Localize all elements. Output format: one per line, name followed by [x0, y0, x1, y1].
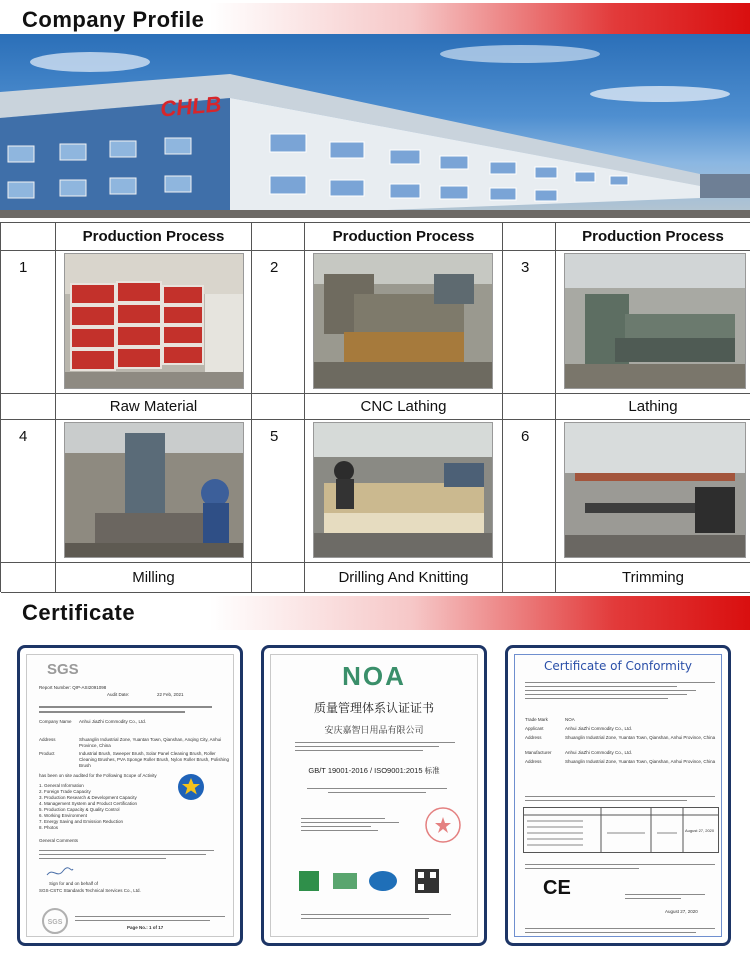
step-caption: Lathing [556, 394, 750, 420]
sgs-general-comments: General Comments [39, 838, 79, 843]
coc-certificate [505, 645, 731, 946]
sgs-scope-item: 6. Working Environment [39, 813, 87, 818]
step-caption: Trimming [556, 563, 750, 593]
lathing-photo [564, 253, 746, 389]
step-caption: Milling [56, 563, 252, 593]
caption-blank [1, 563, 56, 593]
step-photo-cell [56, 420, 252, 563]
sgs-audit-date-label: Audit Date: [107, 692, 130, 697]
sgs-signed-org: SGS-CSTC Standards Technical Services Co., Ltd. [39, 888, 141, 893]
caption-blank [1, 394, 56, 420]
step-number: 1 [1, 251, 56, 394]
caption-blank [503, 394, 556, 420]
sgs-certificate [17, 645, 243, 946]
step-photo-cell [556, 251, 750, 394]
coc-row-value: Shuanglin Industrial Zone, Yuantan Town, Qianshan, Anhui Province, China [565, 735, 716, 740]
cnc-lathing-photo [313, 253, 493, 389]
step-photo-cell [305, 251, 503, 394]
certificate-banner [0, 596, 750, 630]
coc-issue-date: August 27, 2020 [665, 909, 698, 914]
trimming-photo [564, 422, 746, 558]
sgs-report-number: Report Number: QIP-ASI2091098 [39, 685, 107, 690]
noa-company: 安庆嘉智日用品有限公司 [324, 725, 424, 735]
coc-certificate-page [514, 654, 722, 937]
sgs-company-label: Company Name [39, 719, 72, 724]
step-photo-cell [56, 251, 252, 394]
milling-photo [64, 422, 244, 558]
factory-building-illustration [0, 34, 750, 218]
step-photo-cell [305, 420, 503, 563]
sgs-signature-icon [45, 865, 75, 879]
coc-title: Certificate of Conformity [544, 659, 692, 673]
coc-detail-rows [525, 717, 721, 774]
sgs-scope-item: 4. Management System and Product Certification [39, 801, 138, 806]
caption-blank [252, 394, 305, 420]
production-process-table [0, 222, 750, 592]
table-header: Production Process [556, 223, 750, 251]
step-number: 3 [503, 251, 556, 394]
factory-photo [0, 34, 750, 218]
table-header: Production Process [56, 223, 252, 251]
coc-row-value: NOA [565, 717, 575, 722]
sgs-scope-item: 2. Foreign Trade Capacity [39, 789, 91, 794]
section-title-company-profile: Company Profile [22, 7, 205, 32]
coc-row-label: Address [525, 735, 542, 740]
sgs-product: Industrial Brush, Sweeper Brush, Solar Panel Cleaning Brush, Roller Cleaning Brushes, PVA Sponge Roller Brush, Nylon Roller Brush, Polishing Brush [79, 751, 229, 768]
sgs-scope-title: has been on site audited for the Following Scope of Activity [39, 773, 157, 778]
sgs-seal-icon [41, 907, 69, 935]
sgs-address: Shuanglin Industrial Zone, Yuantan Town, Qianshan, Anqing City, Anhui Province, China [79, 737, 222, 748]
noa-red-stamp-icon [423, 805, 463, 845]
table-header-blank [503, 223, 556, 251]
section-title-certificate: Certificate [22, 600, 136, 625]
sgs-scope-item: 1. General Information [39, 783, 84, 788]
step-caption: Drilling And Knitting [305, 563, 503, 593]
step-number: 6 [503, 420, 556, 563]
sgs-scope-item: 7. Energy Saving and Emission Reduction [39, 819, 124, 824]
sgs-star-seal-icon [177, 773, 205, 801]
step-caption: Raw Material [56, 394, 252, 420]
sgs-certificate-page [26, 654, 234, 937]
coc-row-label: Address [525, 759, 542, 764]
factory-logo: CHLB [159, 91, 223, 122]
company-profile-banner [0, 3, 750, 37]
sgs-audit-date: 22 Feb, 2021 [157, 692, 184, 697]
sgs-page-number: Page No.: 1 of 17 [127, 925, 164, 930]
coc-row-value: Anhui JiaZhi Commodity Co., Ltd. [565, 750, 633, 755]
sgs-address-label: Address [39, 737, 56, 742]
table-header: Production Process [305, 223, 503, 251]
coc-row-label: Applicant [525, 726, 544, 731]
sgs-scope-item: 5. Production Capacity & Quality Control [39, 807, 120, 812]
coc-row-label: Manufacturer [525, 750, 552, 755]
sgs-scope-item: 8. Photos [39, 825, 59, 830]
noa-certificate-page [270, 654, 478, 937]
step-caption: CNC Lathing [305, 394, 503, 420]
step-photo-cell [556, 420, 750, 563]
sgs-scope-item: 3. Production Research & Development Capacity [39, 795, 137, 800]
table-header-blank [1, 223, 56, 251]
coc-table-date: August 27, 2020 [685, 828, 715, 833]
noa-title: 质量管理体系认证证书 [313, 701, 434, 715]
step-number: 5 [252, 420, 305, 563]
noa-accreditation-logos-icon [299, 869, 449, 895]
raw-material-photo [64, 253, 244, 389]
step-number: 4 [1, 420, 56, 563]
caption-blank [252, 563, 305, 593]
sgs-signed-by: Sign for and on behalf of [49, 881, 99, 886]
noa-certificate [261, 645, 487, 946]
coc-row-value: Anhui JiaZhi Commodity Co., Ltd. [565, 726, 633, 731]
noa-logo: NOA [342, 661, 406, 691]
sgs-logo: SGS [47, 661, 79, 678]
coc-row-label: Trade Mark [525, 717, 548, 722]
noa-standard: GB/T 19001-2016 / ISO9001:2015 标准 [308, 766, 440, 775]
svg-text:SGS: SGS [47, 919, 63, 926]
caption-blank [503, 563, 556, 593]
coc-row-value: Shuanglin Industrial Zone, Yuantan Town, Qianshan, Anhui Province, China [565, 759, 716, 764]
step-number: 2 [252, 251, 305, 394]
sgs-scope-list [39, 783, 179, 831]
table-header-blank [252, 223, 305, 251]
sgs-product-label: Product [39, 751, 55, 756]
ce-mark-icon: CE [543, 877, 571, 899]
sgs-company-name: Anhui JiaZhi Commodity Co., Ltd. [79, 719, 147, 724]
drilling-knitting-photo [313, 422, 493, 558]
